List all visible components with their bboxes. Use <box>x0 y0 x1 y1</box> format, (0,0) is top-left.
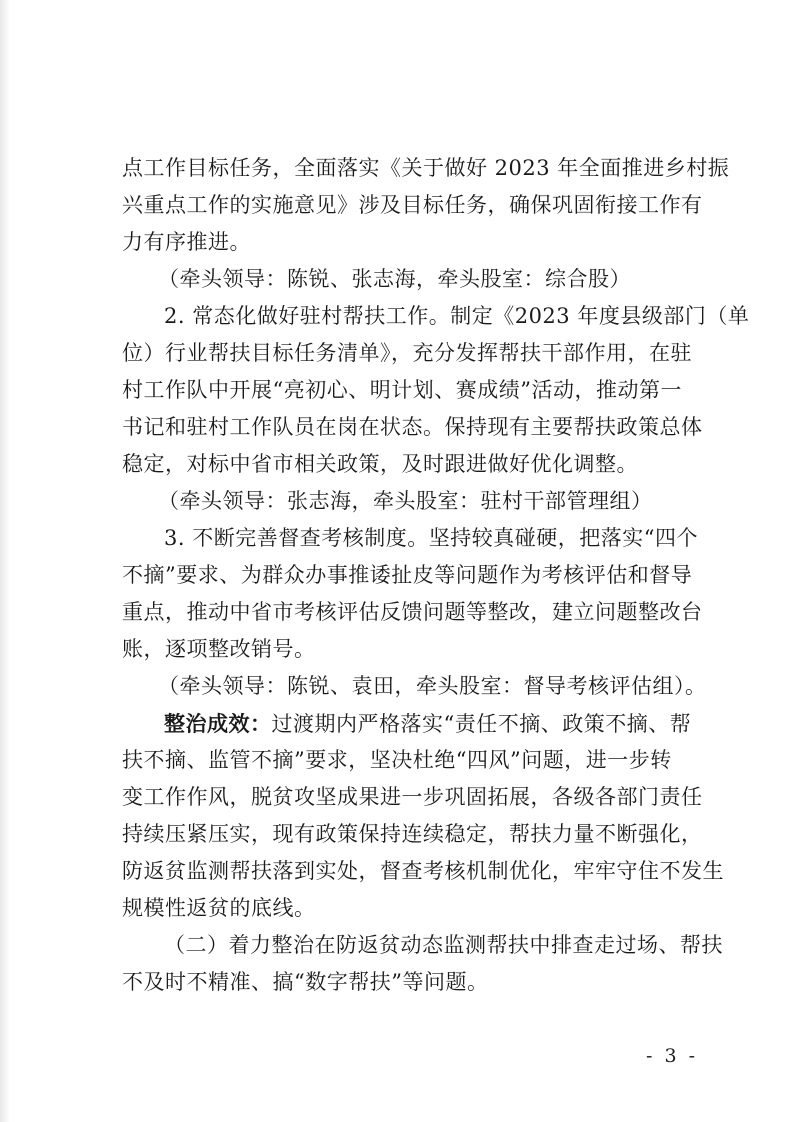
text-line: 力有序推进。 <box>122 230 251 254</box>
text-line: 账，逐项整改销号。 <box>122 637 316 661</box>
text-line: 不摘”要求、为群众办事推诿扯皮等问题作为考核评估和督导 <box>122 563 693 587</box>
result-paragraph-start <box>122 705 692 742</box>
section-heading: （二）着力整治在防返贫动态监测帮扶中排查走过场、帮扶 <box>164 933 723 957</box>
text-line: 不及时不精准、搞“数字帮扶”等问题。 <box>122 970 489 994</box>
text-line: 位）行业帮扶目标任务清单》，充分发挥帮扶干部作用，在驻 <box>122 341 692 365</box>
text-line: 规模性返贫的底线。 <box>122 896 316 920</box>
item-heading: 2. 常态化做好驻村帮扶工作。制定《2023 年度县级部门（单 <box>164 304 750 328</box>
scan-edge <box>0 0 10 1122</box>
text-line: 扶不摘、监管不摘”要求，坚决杜绝“四风”问题，进一步转 <box>122 748 672 772</box>
lead-note: （牵头领导：张志海，牵头股室：驻村干部管理组） <box>158 489 653 513</box>
lead-note: （牵头领导：陈锐、袁田，牵头股室：督导考核评估组）。 <box>158 674 707 698</box>
lead-note: （牵头领导：陈锐、张志海，牵头股室：综合股） <box>158 267 631 291</box>
text-line: 点工作目标任务，全面落实《关于做好 2023 年全面推进乡村振 <box>122 156 730 180</box>
result-text: 过渡期内严格落实“责任不摘、政策不摘、帮 <box>271 712 692 736</box>
text-line: 稳定，对标中省市相关政策，及时跟进做好优化调整。 <box>122 452 638 476</box>
result-label: 整治成效： <box>164 711 272 736</box>
text-line: 持续压紧压实，现有政策保持连续稳定，帮扶力量不断强化， <box>122 822 703 846</box>
text-line: 防返贫监测帮扶落到实处，督查考核机制优化，牢牢守住不发生 <box>122 859 724 883</box>
text-line: 变工作作风，脱贫攻坚成果进一步巩固拓展，各级各部门责任 <box>122 785 703 809</box>
text-line: 重点，推动中省市考核评估反馈问题等整改，建立问题整改台 <box>122 600 703 624</box>
text-line: 兴重点工作的实施意见》涉及目标任务，确保巩固衔接工作有 <box>122 193 703 217</box>
page-number: - 3 - <box>646 1045 699 1067</box>
item-heading: 3. 不断完善督查考核制度。坚持较真碰硬，把落实“四个 <box>164 526 698 550</box>
document-body <box>122 150 750 1001</box>
text-line: 书记和驻村工作队员在岗在状态。保持现有主要帮扶政策总体 <box>122 415 703 439</box>
text-line: 村工作队中开展“亮初心、明计划、赛成绩”活动，推动第一 <box>122 378 682 402</box>
